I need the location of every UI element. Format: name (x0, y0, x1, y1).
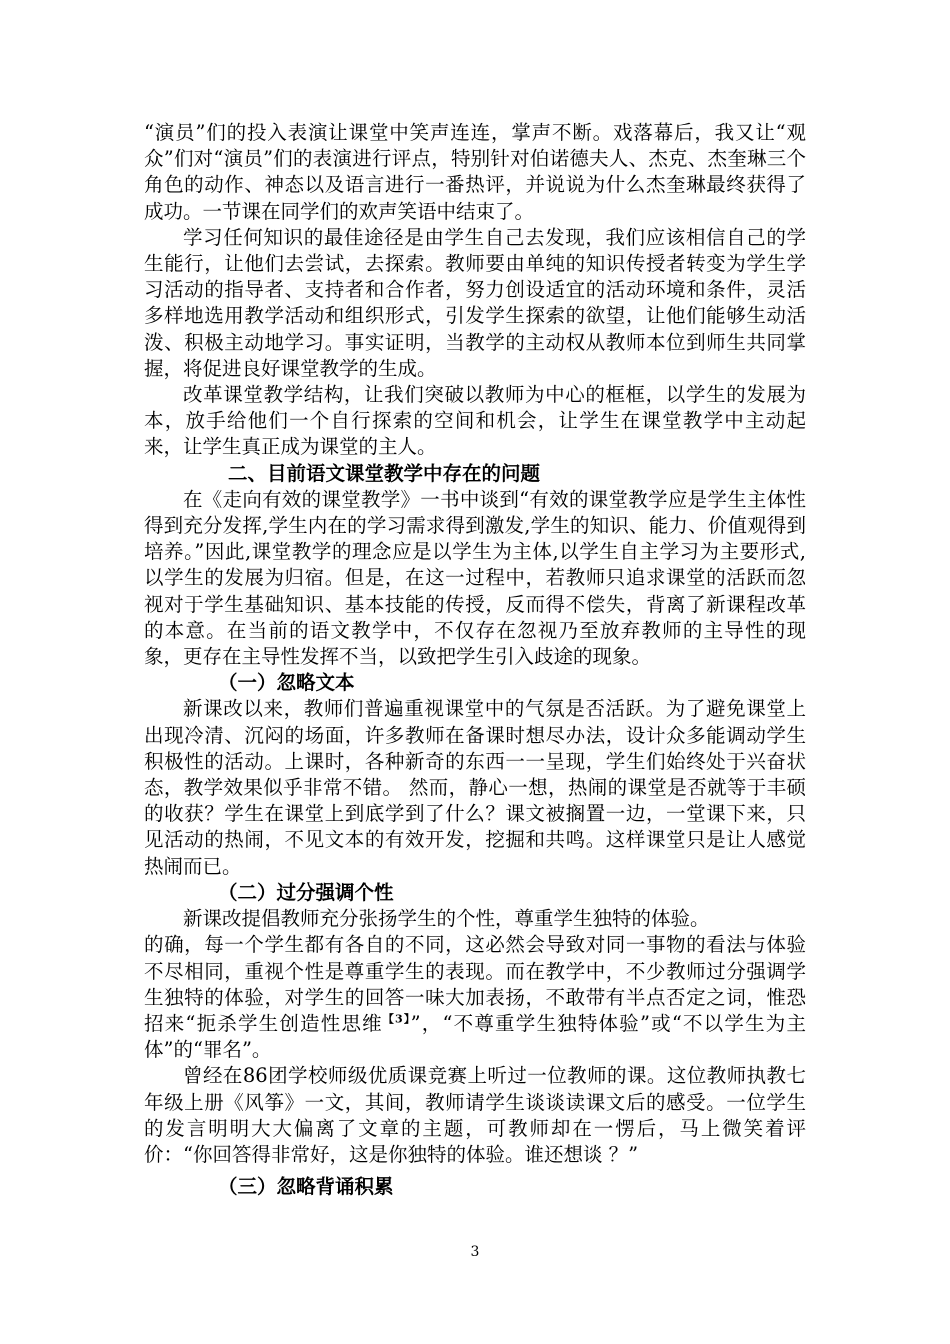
subsection-heading: （二）过分强调个性 (218, 880, 394, 904)
paragraph: 新课改以来，教师们普遍重视课堂中的气氛是否活跃。为了避免课堂上出现冷清、沉闷的场面，许多教师在备课时想尽办法，设计众多能调动学生积极性的活动。上课时，各种新奇的东西一一呈现，学生们始终处于兴奋状态，教学效果似乎非常不错。 然而，静心一想，热闹的课堂是否就等于丰硕的收获？学生在课堂上到底学到了什么？课文被搁置一边，一堂课下来，只见活动的热闹，不见文本的有效开发，挖掘和共鸣。这样课堂只是让人感觉热闹而已。 (144, 697, 806, 878)
paragraph (144, 932, 806, 1063)
paragraph: 曾经在86团学校师级优质课竞赛上听过一位教师的课。这位教师执教七年级上册《风筝》一文，其间，教师请学生谈谈读课文后的感受。一位学生的发言明明大大偏离了文章的主题，可教师却在一愣后，马上微笑着评价：“你回答得非常好，这是你独特的体验。谁还想谈 ？” (144, 1064, 806, 1166)
section-heading: 二、目前语文课堂教学中存在的问题 (228, 461, 541, 485)
paragraph: 学习任何知识的最佳途径是由学生自己去发现，我们应该相信自己的学生能行，让他们去尝试，去探索。教师要由单纯的知识传授者转变为学生学习活动的指导者、支持者和合作者，努力创设适宜的活动环境和条件，灵活多样地选用教学活动和组织形式，引发学生探索的欲望，让他们能够生动活泼、积极主动地学习。事实证明，当教学的主动权从教师本位到师生共同掌握，将促进良好课堂教学的生成。 (144, 225, 806, 380)
paragraph: 新课改提倡教师充分张扬学生的个性，尊重学生独特的体验。 (183, 907, 710, 931)
paragraph: 在《走向有效的课堂教学》一书中谈到“有效的课堂教学应是学生主体性得到充分发挥,学生内在的学习需求得到激发,学生的知识、能力、价值观得到培养。”因此,课堂教学的理念应是以学生为主体,以学生自主学习为主要形式,以学生的发展为归宿。但是，在这一过程中，若教师只追求课堂的活跃而忽视对于学生基础知识、基本技能的传授，反而得不偿失，背离了新课程改革的本意。在当前的语文教学中，不仅存在忽视乃至放弃教师的主导性的现象，更存在主导性发挥不当，以致把学生引入歧途的现象。 (144, 487, 806, 669)
subsection-heading: （一）忽略文本 (218, 671, 355, 695)
citation-reference: 【3】 (382, 1012, 411, 1026)
subsection-heading: （三）忽略背诵积累 (218, 1175, 394, 1199)
paragraph-text: ”，“不尊重学生独特体验”或“不以学生为主体”的“罪名”。 (144, 1011, 806, 1062)
paragraph: “演员”们的投入表演让课堂中笑声连连，掌声不断。戏落幕后，我又让“观众”们对“演员”们的表演进行评点，特别针对伯诺德夫人、杰克、杰奎琳三个角色的动作、神态以及语言进行一番热评，并说说为什么杰奎琳最终获得了成功。一节课在同学们的欢声笑语中结束了。 (144, 121, 806, 223)
body-text (144, 120, 806, 1200)
paragraph: 改革课堂教学结构，让我们突破以教师为中心的框框，以学生的发展为本，放手给他们一个自行探索的空间和机会，让学生在课堂教学中主动起来，让学生真正成为课堂的主人。 (144, 383, 806, 459)
page-number: 3 (470, 1244, 480, 1260)
paragraph-text: 的确，每一个学生都有各自的不同，这必然会导致对同一事物的看法与体验不尽相同，重视个性是尊重学生的表现。而在教学中，不少教师过分强调学生独特的体验，对学生的回答一味大加表扬，不敢带有半点否定之词，惟恐招来“扼杀学生创造性思维 (144, 933, 806, 1035)
